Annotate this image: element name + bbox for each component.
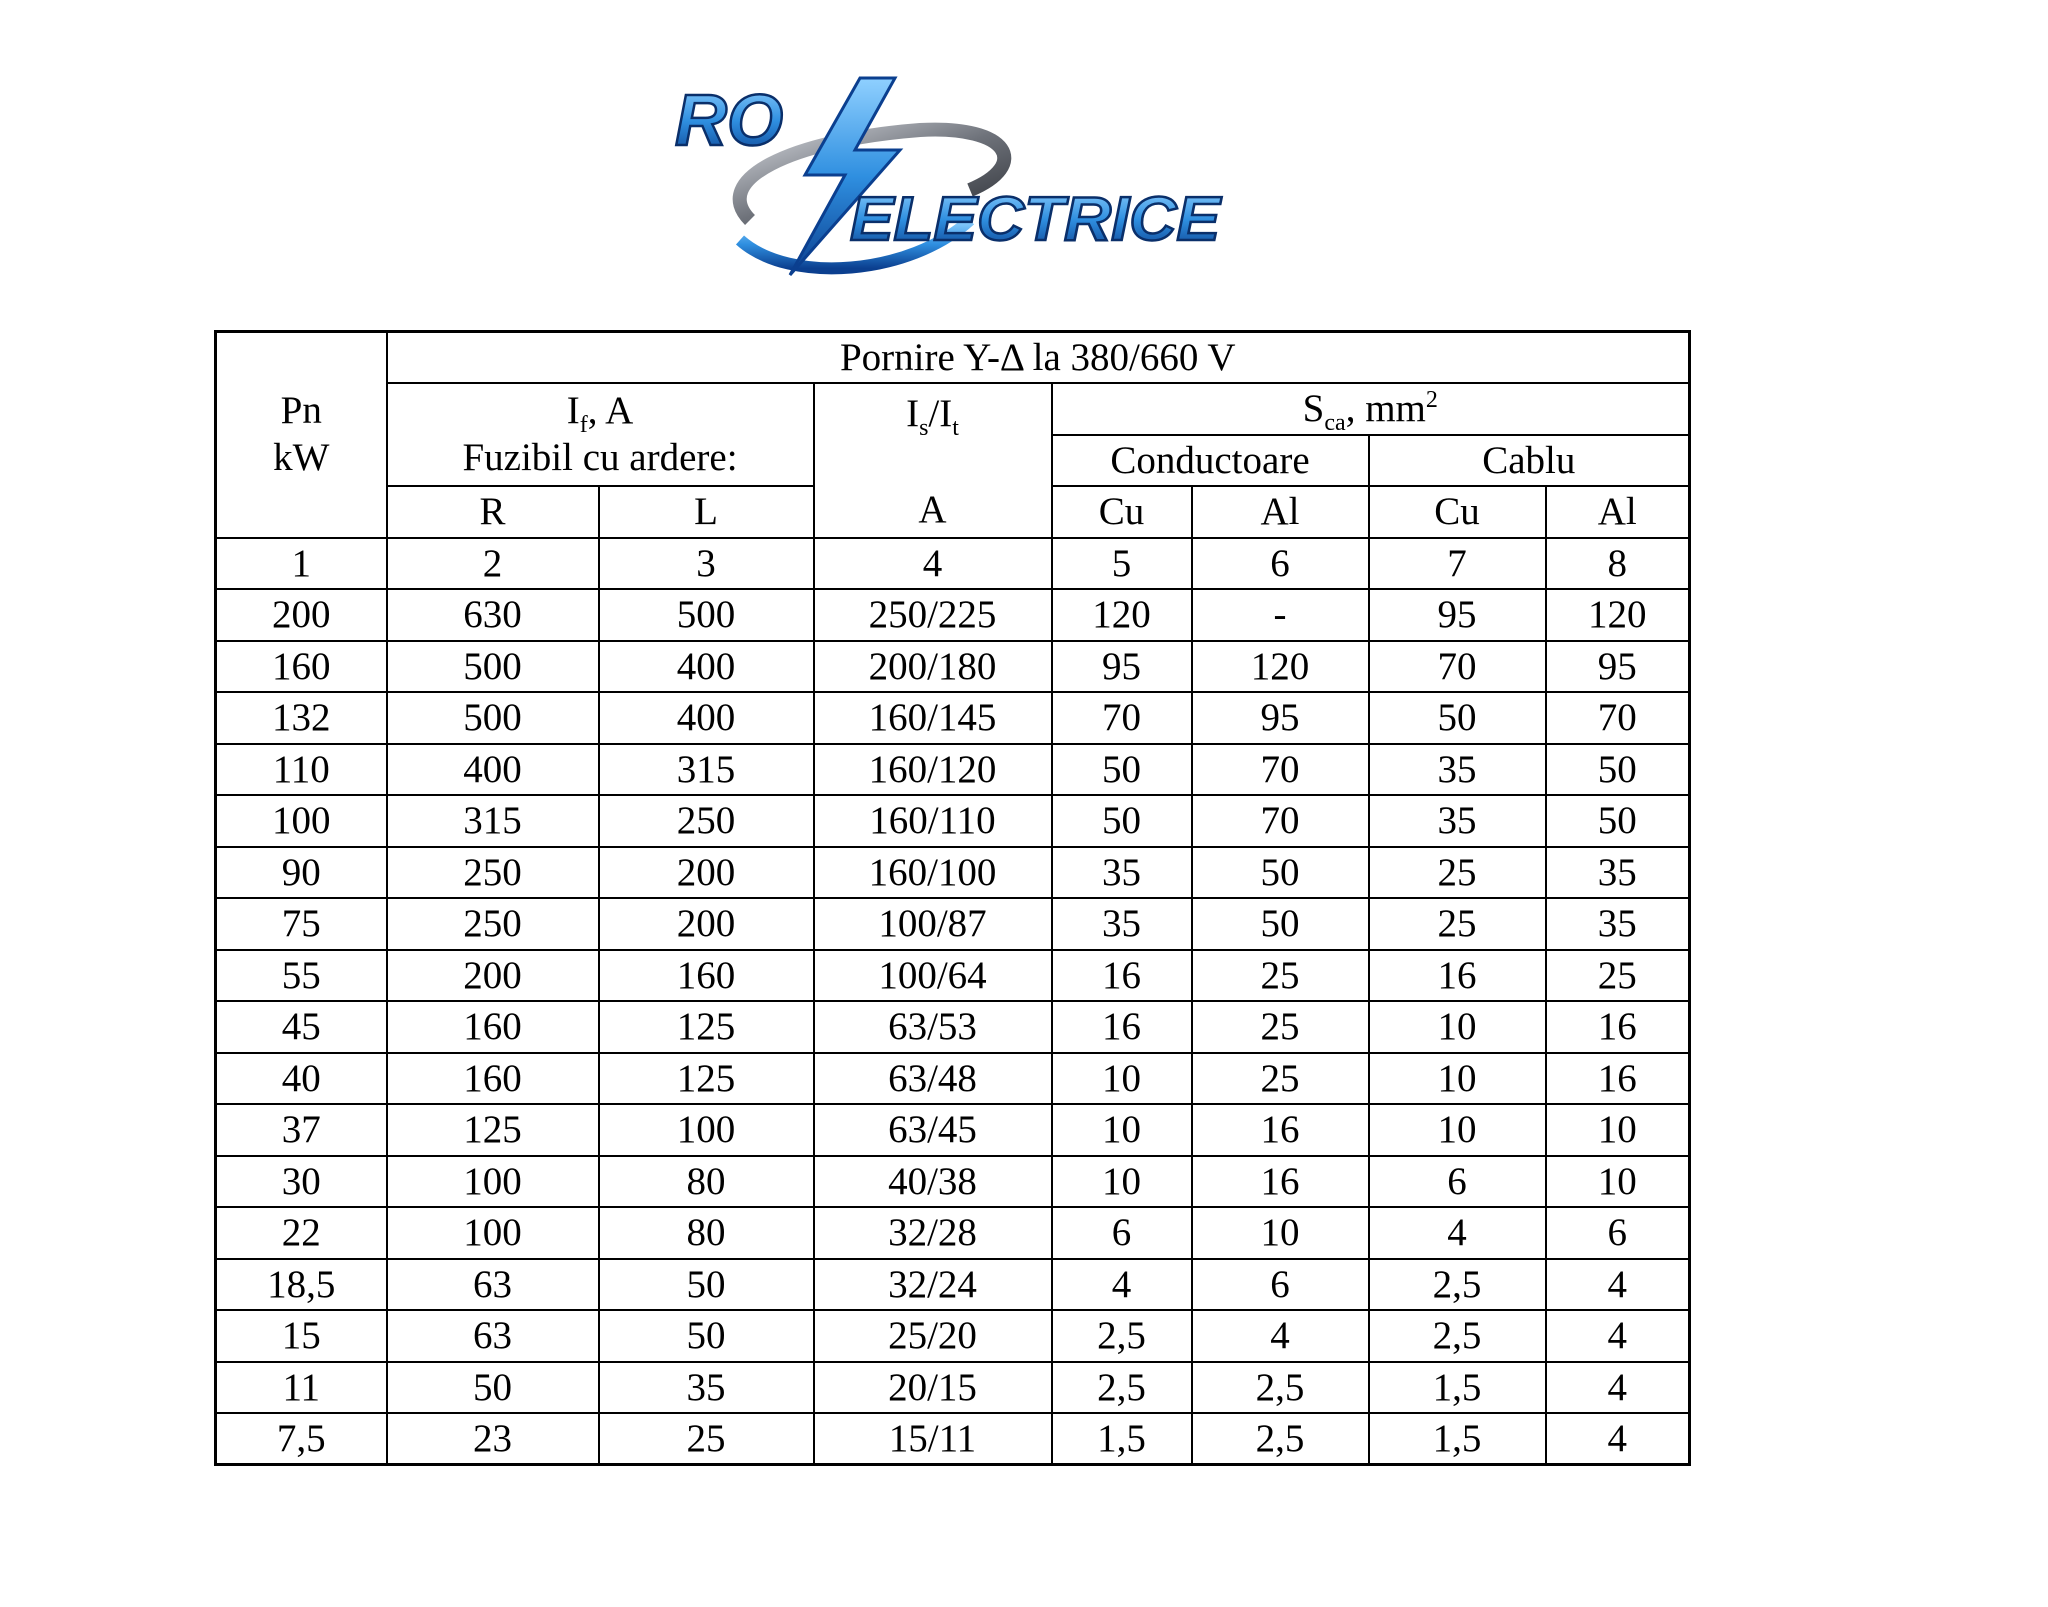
table-cell: 80 [599,1207,814,1259]
table-row [216,692,1690,744]
table-cell: 70 [1192,744,1369,796]
table-cell: 200 [599,847,814,899]
table-cell: 125 [599,1001,814,1053]
table-cell: 35 [599,1362,814,1414]
table-cell: 400 [599,641,814,693]
header-pn: Pn [280,388,322,432]
table-cell: 35 [1052,898,1192,950]
table-cell: 4 [1546,1362,1690,1414]
table-cell: 200/180 [814,641,1052,693]
table-cell: 10 [1052,1104,1192,1156]
table-cell: 25 [1369,847,1546,899]
table-cell: 10 [1192,1207,1369,1259]
table-cell: 16 [1192,1156,1369,1208]
table-cell: 2,5 [1192,1413,1369,1465]
table-cell: 25 [1546,950,1690,1002]
table-row [216,641,1690,693]
table-cell: 10 [1546,1156,1690,1208]
header-l: L [599,486,814,538]
table-cell: 160 [387,1001,599,1053]
table-cell: 50 [1192,847,1369,899]
table-body [216,538,1690,1465]
table-row [216,1104,1690,1156]
table-cell: 80 [599,1156,814,1208]
table-cell: 2,5 [1369,1259,1546,1311]
table-cell: 95 [1369,589,1546,641]
table-cell: 90 [216,847,387,899]
table-cell: 200 [599,898,814,950]
table-cell: 10 [1369,1053,1546,1105]
table-cell: 10 [1369,1104,1546,1156]
header-sca: $S_{ca}$, $mm^2$ [1052,383,1690,435]
table-cell: 160 [387,1053,599,1105]
header-if [387,383,814,486]
table-cell: 6 [1546,1207,1690,1259]
table-cell: 10 [1052,1053,1192,1105]
table-cell: 250/225 [814,589,1052,641]
table-cell: 35 [1369,744,1546,796]
table-cell: 160/120 [814,744,1052,796]
table-cell: 10 [1369,1001,1546,1053]
column-number-cell: 1 [216,538,387,590]
table-cell: 25 [1369,898,1546,950]
table-cell: 50 [387,1362,599,1414]
table-cell: 4 [1052,1259,1192,1311]
table-cell: 160/100 [814,847,1052,899]
table-cell: 200 [216,589,387,641]
header-is-it-symbol: $I_s/I_t$ [906,392,959,441]
table-cell: 120 [1192,641,1369,693]
table-cell: 2,5 [1369,1310,1546,1362]
table-cell: 35 [1369,795,1546,847]
table-cell: - [1192,589,1369,641]
table-row [216,1413,1690,1465]
table-row [216,1259,1690,1311]
table-row [216,744,1690,796]
table-cell: 500 [387,692,599,744]
table-cell: 15 [216,1310,387,1362]
table-cell: 50 [1546,795,1690,847]
table-cell: 45 [216,1001,387,1053]
table-cell: 70 [1546,692,1690,744]
table-cell: 70 [1369,641,1546,693]
table-cell: 16 [1546,1001,1690,1053]
table-cell: 32/24 [814,1259,1052,1311]
table-cell: 400 [387,744,599,796]
logo-text-ro: RO [675,81,783,161]
table-cell: 16 [1546,1053,1690,1105]
table-cell: 40/38 [814,1156,1052,1208]
table-row [216,1001,1690,1053]
column-number-cell: 8 [1546,538,1690,590]
table-cell: 110 [216,744,387,796]
table-cell: 160 [216,641,387,693]
column-number-cell: 5 [1052,538,1192,590]
table-cell: 35 [1546,847,1690,899]
table-cell: 6 [1192,1259,1369,1311]
table-row [216,795,1690,847]
table-cell: 25 [1192,950,1369,1002]
header-is-it [814,383,1052,538]
table-cell: 35 [1052,847,1192,899]
table-row [216,1053,1690,1105]
table-cell: 6 [1052,1207,1192,1259]
table-cell: 100 [216,795,387,847]
table-cell: 1,5 [1052,1413,1192,1465]
table-cell: 11 [216,1362,387,1414]
table-cell: 2,5 [1192,1362,1369,1414]
header-cablu-cu: Cu [1369,486,1546,538]
table-cell: 63/48 [814,1053,1052,1105]
header-conductoare-cu: Cu [1052,486,1192,538]
table-cell: 7,5 [216,1413,387,1465]
table-cell: 160/145 [814,692,1052,744]
table-cell: 95 [1546,641,1690,693]
logo-text-electrice: ELECTRICE [850,185,1222,254]
column-number-cell: 6 [1192,538,1369,590]
table-cell: 95 [1052,641,1192,693]
table-cell: 100/64 [814,950,1052,1002]
column-number-cell: 7 [1369,538,1546,590]
table-cell: 120 [1052,589,1192,641]
table-cell: 250 [387,898,599,950]
table-cell: 95 [1192,692,1369,744]
table-row [216,589,1690,641]
table-cell: 125 [599,1053,814,1105]
table-cell: 315 [387,795,599,847]
table-cell: 1,5 [1369,1362,1546,1414]
table-cell: 16 [1052,1001,1192,1053]
table-cell: 160 [599,950,814,1002]
table-cell: 50 [1192,898,1369,950]
table-cell: 100 [599,1104,814,1156]
table-title: Pornire Y-Δ la 380/660 V [387,332,1690,384]
table-cell: 75 [216,898,387,950]
table-cell: 50 [1369,692,1546,744]
table-cell: 25 [1192,1053,1369,1105]
table-cell: 4 [1369,1207,1546,1259]
table-cell: 4 [1192,1310,1369,1362]
table-cell: 16 [1052,950,1192,1002]
column-number-cell: 2 [387,538,599,590]
table-cell: 16 [1192,1104,1369,1156]
table-cell: 160/110 [814,795,1052,847]
table-cell: 10 [1546,1104,1690,1156]
table-cell: 16 [1369,950,1546,1002]
table-cell: 40 [216,1053,387,1105]
table-row [216,1310,1690,1362]
table-cell: 100 [387,1207,599,1259]
table-cell: 63 [387,1310,599,1362]
column-number-row [216,538,1690,590]
table-row [216,950,1690,1002]
table-row [216,1156,1690,1208]
table-cell: 2,5 [1052,1310,1192,1362]
table-cell: 315 [599,744,814,796]
table-cell: 250 [387,847,599,899]
column-number-cell: 4 [814,538,1052,590]
table-cell: 4 [1546,1259,1690,1311]
table-cell: 63/45 [814,1104,1052,1156]
table-cell: 4 [1546,1310,1690,1362]
table-cell: 70 [1052,692,1192,744]
table-cell: 25 [599,1413,814,1465]
table-cell: 50 [599,1310,814,1362]
table-cell: 132 [216,692,387,744]
table-cell: 35 [1546,898,1690,950]
header-r: R [387,486,599,538]
table-cell: 10 [1052,1156,1192,1208]
table-row [216,898,1690,950]
table-row [216,1207,1690,1259]
table-cell: 25/20 [814,1310,1052,1362]
header-conductoare: Conductoare [1052,435,1369,487]
column-number-cell: 3 [599,538,814,590]
header-cablu: Cablu [1369,435,1690,487]
header-pn-kw [216,332,387,538]
table-cell: 200 [387,950,599,1002]
table-cell: 4 [1546,1413,1690,1465]
table-cell: 1,5 [1369,1413,1546,1465]
header-is-it-unit: A [918,487,947,531]
table-cell: 20/15 [814,1362,1052,1414]
table-cell: 22 [216,1207,387,1259]
table-cell: 25 [1192,1001,1369,1053]
table-cell: 23 [387,1413,599,1465]
header-kw: kW [273,435,330,479]
table-cell: 50 [1052,744,1192,796]
table-cell: 37 [216,1104,387,1156]
table-cell: 250 [599,795,814,847]
table-cell: 70 [1192,795,1369,847]
header-if-symbol: $I_f$, A [566,388,634,438]
table-row [216,847,1690,899]
table-cell: 55 [216,950,387,1002]
table-cell: 32/28 [814,1207,1052,1259]
ro-electrice-logo [670,70,1230,285]
table-cell: 120 [1546,589,1690,641]
table-cell: 125 [387,1104,599,1156]
header-if-caption: Fuzibil cu ardere: [462,435,738,479]
table-cell: 63 [387,1259,599,1311]
table-cell: 2,5 [1052,1362,1192,1414]
table-cell: 18,5 [216,1259,387,1311]
table-cell: 630 [387,589,599,641]
table-cell: 500 [599,589,814,641]
table-cell: 6 [1369,1156,1546,1208]
table-cell: 100/87 [814,898,1052,950]
motor-start-spec-table [214,330,1691,1466]
header-cablu-al: Al [1546,486,1690,538]
table-cell: 50 [1546,744,1690,796]
table-cell: 63/53 [814,1001,1052,1053]
table-cell: 15/11 [814,1413,1052,1465]
table-cell: 500 [387,641,599,693]
table-cell: 30 [216,1156,387,1208]
header-conductoare-al: Al [1192,486,1369,538]
table-cell: 100 [387,1156,599,1208]
table-cell: 400 [599,692,814,744]
logo-graphic [670,70,1230,285]
table-cell: 50 [1052,795,1192,847]
table-cell: 50 [599,1259,814,1311]
table-row [216,1362,1690,1414]
